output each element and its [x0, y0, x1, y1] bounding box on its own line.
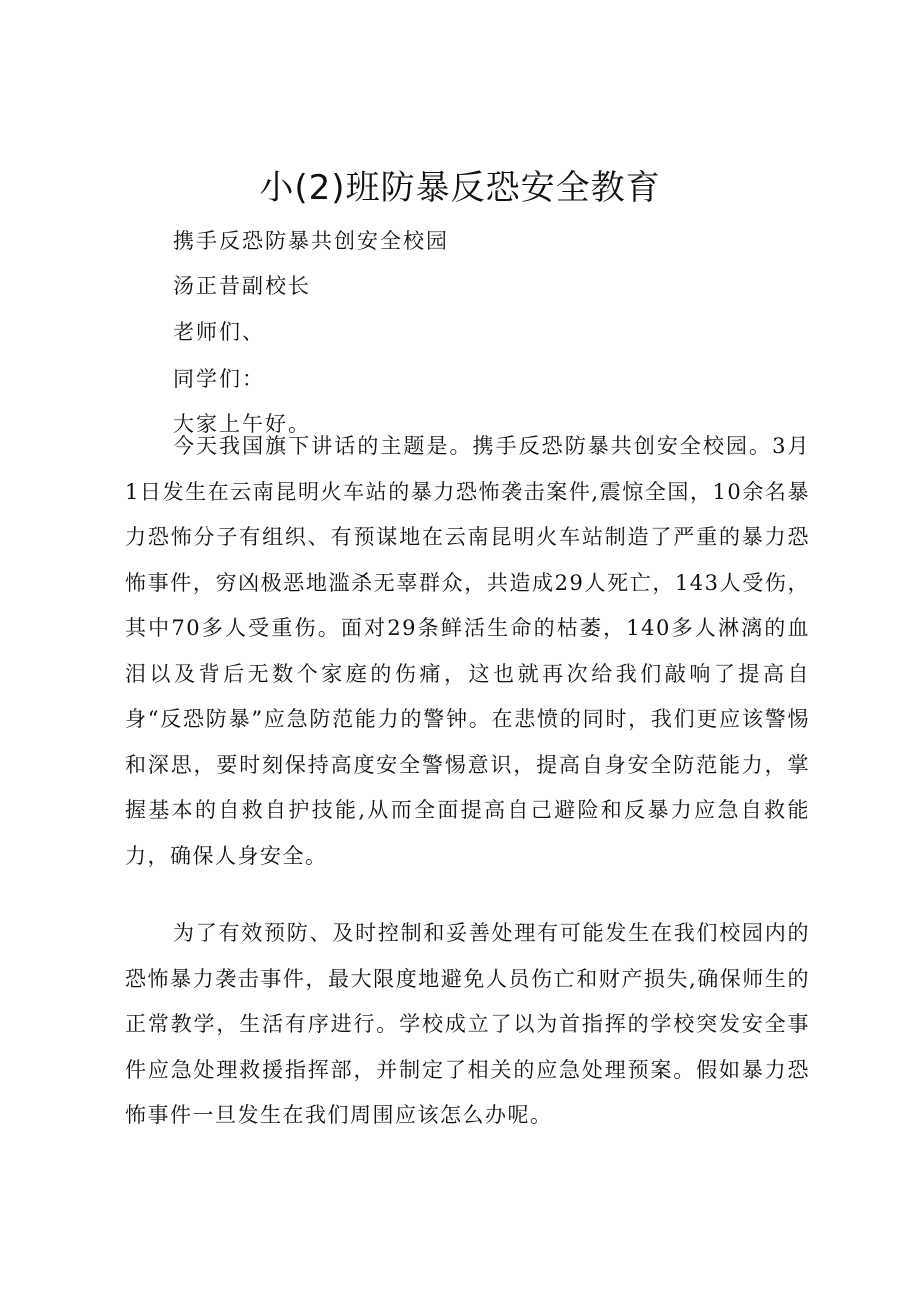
body-paragraph-1: 今天我国旗下讲话的主题是。携手反恐防暴共创安全校园。3月1日发生在云南昆明火车站的暴力恐怖袭击案件,震惊全国，10余名暴力恐怖分子有组织、有预谋地在云南昆明火车站制造了严重的暴力恐怖事件，穷凶极恶地滥杀无辜群众，共造成29人死亡，143人受伤，其中70多人受重伤。面对29条鲜活生命的枯萎，140多人淋漓的血泪以及背后无数个家庭的伤痛，这也就再次给我们敲响了提高自身“反恐防暴”应急防范能力的警钟。在悲愤的同时，我们更应该警惕和深思，要时刻保持高度安全警惕意识，提高自身安全防范能力，掌握基本的自救自护技能,从而全面提高自己避险和反暴力应急自救能力，确保人身安全。: [125, 434, 810, 868]
speaker-line: 汤正昔副校长: [173, 274, 311, 298]
salutation-teachers: 老师们、: [173, 320, 265, 344]
body-paragraph-2: 为了有效预防、及时控制和妥善处理有可能发生在我们校园内的恐怖暴力袭击事件，最大限度地避免人员伤亡和财产损失,确保师生的正常教学，生活有序进行。学校成立了以为首指挥的学校突发安全事件应急处理救援指挥部，并制定了相关的应急处理预案。假如暴力恐怖事件一旦发生在我们周围应该怎么办呢。: [125, 921, 810, 1127]
salutation-students: 同学们：: [173, 367, 265, 391]
document-subtitle: 携手反恐防暴共创安全校园: [173, 229, 449, 253]
greeting-line: 大家上午好。: [173, 412, 311, 436]
document-title: 小(2)班防暴反恐安全教育: [259, 168, 661, 208]
